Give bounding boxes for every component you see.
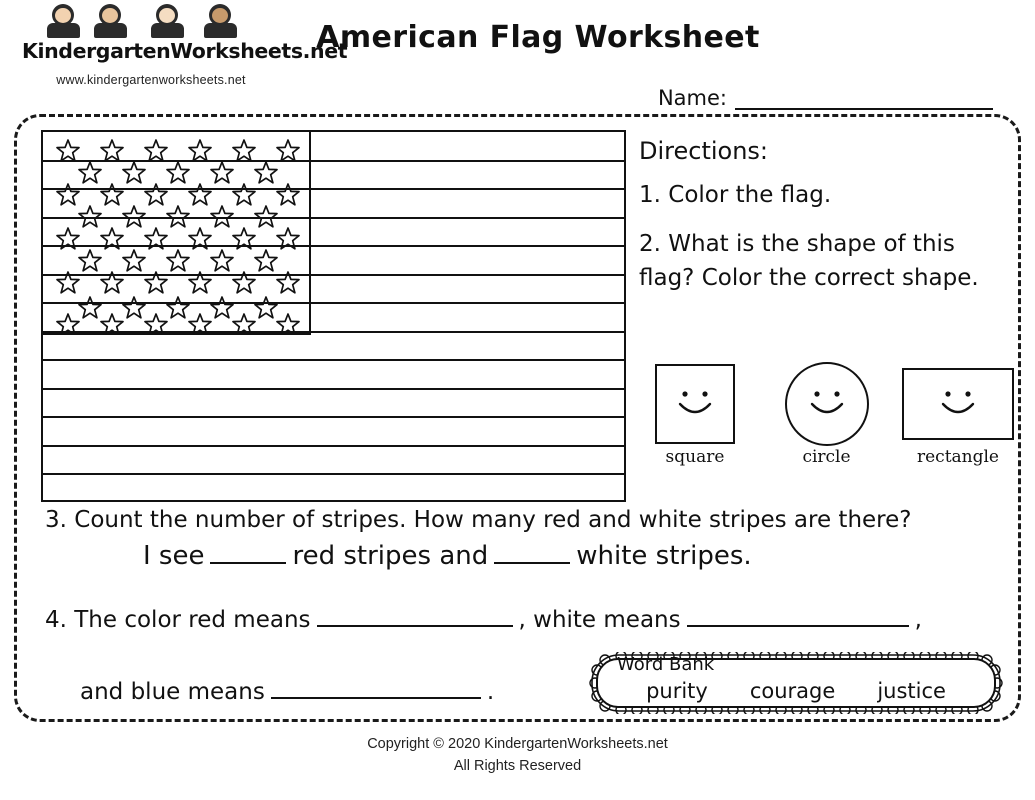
directions-block	[639, 137, 1009, 311]
red-stripes-blank[interactable]	[210, 542, 286, 564]
question-4-part-3: ,	[914, 607, 922, 633]
shape-option-square[interactable]	[639, 365, 751, 467]
copyright-line: Copyright © 2020 KindergartenWorksheets.net	[367, 736, 668, 752]
square-shape-icon[interactable]	[655, 364, 735, 444]
logo-wordmark: KindergartenWorksheets.net	[22, 39, 348, 63]
word-bank-title: Word Bank	[617, 654, 715, 675]
answer-suffix: white stripes.	[576, 541, 752, 571]
direction-item-1: 1. Color the flag.	[639, 182, 832, 208]
word-bank-word[interactable]: justice	[877, 679, 946, 703]
name-input-line[interactable]	[735, 88, 993, 110]
circle-shape-icon[interactable]	[785, 362, 869, 446]
answer-mid: red stripes and	[292, 541, 489, 571]
fifty-stars-icon	[43, 132, 311, 335]
directions-heading: Directions:	[639, 137, 769, 165]
rights-line: All Rights Reserved	[453, 757, 582, 774]
page-title: American Flag Worksheet	[316, 20, 760, 55]
red-meaning-blank[interactable]	[317, 605, 513, 627]
page-header	[0, 0, 1035, 112]
white-meaning-blank[interactable]	[687, 605, 909, 627]
word-bank-words	[589, 679, 1003, 703]
shape-choices	[639, 365, 1014, 467]
shape-label-rectangle: rectangle	[916, 447, 999, 467]
smiley-face-icon	[799, 384, 855, 424]
white-stripes-blank[interactable]	[494, 542, 570, 564]
name-field-row	[658, 86, 993, 110]
shape-label-circle: circle	[802, 447, 851, 467]
shape-option-circle[interactable]	[771, 365, 883, 467]
question-3	[45, 507, 995, 571]
site-logo	[22, 4, 348, 87]
question-4-part-5: .	[486, 679, 495, 705]
kids-illustration-icon	[36, 4, 266, 38]
name-label: Name:	[657, 86, 727, 110]
answer-prefix: I see	[143, 541, 205, 571]
word-bank-word[interactable]: courage	[749, 679, 836, 703]
worksheet-frame	[14, 114, 1021, 722]
question-3-prompt: 3. Count the number of stripes. How many red and white stripes are there?	[45, 507, 912, 533]
blue-meaning-blank[interactable]	[271, 677, 481, 699]
direction-item-2: 2. What is the shape of this flag? Color the correct shape.	[639, 231, 979, 291]
question-4-part-4: and blue means	[80, 679, 265, 705]
flag-union-star-field[interactable]	[43, 132, 311, 335]
smiley-face-icon	[667, 384, 723, 424]
logo-website-url: www.kindergartenworksheets.net	[56, 73, 246, 87]
word-bank	[589, 652, 1003, 714]
question-4-part-1: 4. The color red means	[45, 607, 311, 633]
american-flag-coloring-figure[interactable]	[41, 130, 626, 502]
shape-option-rectangle[interactable]	[902, 365, 1014, 467]
question-4-line-1	[45, 605, 1005, 633]
question-4-part-2: , white means	[518, 607, 681, 633]
shape-label-square: square	[665, 447, 725, 467]
page-footer	[0, 734, 1035, 778]
word-bank-word[interactable]: purity	[646, 679, 708, 703]
rectangle-shape-icon[interactable]	[902, 368, 1014, 440]
question-3-answer-line	[45, 541, 995, 571]
smiley-face-icon	[930, 384, 986, 424]
